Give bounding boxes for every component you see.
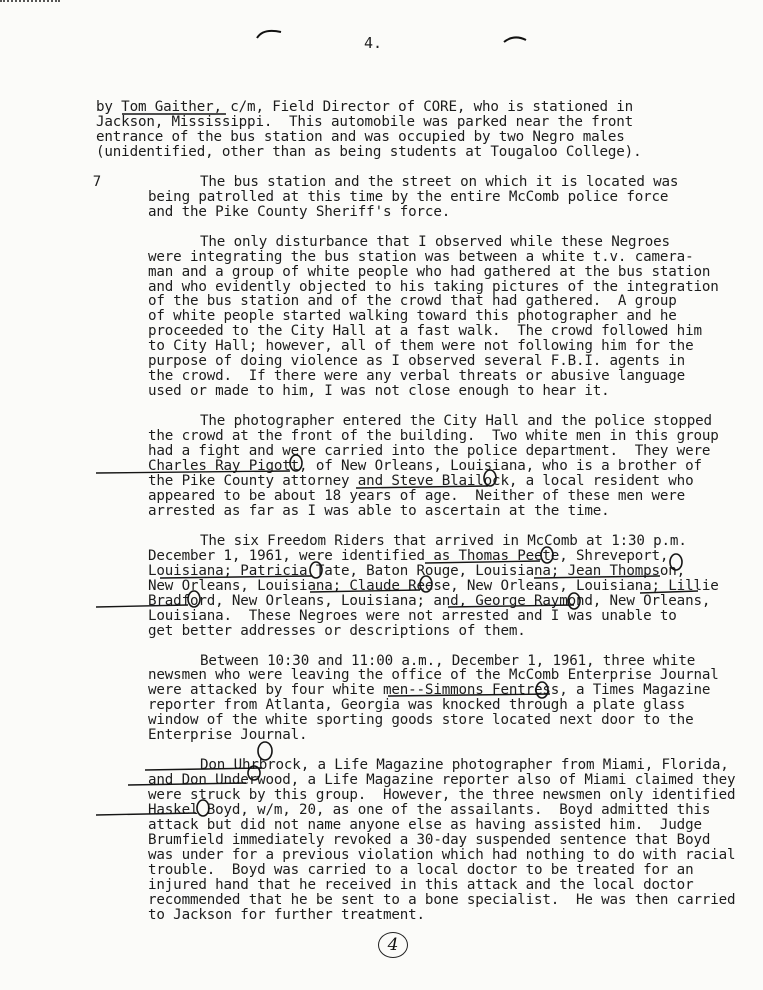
text-line: Brumfield immediately revoked a 30-day suspended sentence that Boyd [148,831,711,848]
text-line: to City Hall; however, all of them were not following him for the [148,338,694,355]
margin-note: 7 [92,173,101,190]
text-line: Louisiana; Patricia Tate, Baton Rouge, Louisiana; Jean Thompson, [148,562,686,579]
text-line: were attacked by four white men--Simmons Fentress, a Times Magazine [148,682,711,699]
text-line: were integrating the bus station was between a white t.v. camera- [148,248,694,265]
text-line: appeared to be about 18 years of age. Neither of these men were [148,487,686,504]
text-line: Jackson, Mississippi. This automobile was parked near the front [96,113,634,130]
text-line: Between 10:30 and 11:00 a.m., December 1, 1961, three white [200,652,696,669]
text-line: (unidentified, other than as being students at Tougaloo College). [96,143,642,160]
text-line: by Tom Gaither, c/m, Field Director of CORE, who is stationed in [96,99,634,115]
text-line: to Jackson for further treatment. [148,906,425,923]
text-line: being patrolled at this time by the entire McComb police force [148,188,669,205]
circled-page-number-stamp: 4 [378,932,408,958]
text-line: proceeded to the City Hall at a fast walk. The crowd followed him [148,323,702,340]
text-line: injured hand that he received in this attack and the local doctor [148,876,694,893]
text-line: of the bus station and of the crowd that had gathered. A group [148,293,677,310]
text-line: the crowd. If there were any verbal threats or abusive language [148,368,686,385]
text-line: newsmen who were leaving the office of the McComb Enterprise Journal [148,667,719,684]
text-line: Charles Ray Pigott, of New Orleans, Louisiana, who is a brother of [148,458,702,475]
text-line: get better addresses or descriptions of them. [148,622,526,639]
text-line: and the Pike County Sheriff's force. [148,203,451,220]
text-line: reporter from Atlanta, Georgia was knocked through a plate glass [148,697,686,714]
text-line: and Don Underwood, a Life Magazine reporter also of Miami claimed they [148,772,736,789]
text-line: used or made to him, I was not close enough to hear it. [148,383,610,400]
text-line: Louisiana. These Negroes were not arrested and I was unable to [148,607,677,624]
text-line: December 1, 1961, were identified as Thomas Peete, Shreveport, [148,547,669,564]
text-line: had a fight and were carried into the police department. They were [148,443,711,460]
text-line: The only disturbance that I observed while these Negroes [200,233,670,250]
text-line: window of the white sporting goods store located next door to the [148,712,694,729]
text-line: Haskel Boyd, w/m, 20, as one of the assailants. Boyd admitted this [148,802,711,819]
text-line: trouble. Boyd was carried to a local doctor to be treated for an [148,861,694,878]
text-line: were struck by this group. However, the three newsmen only identified [148,787,736,804]
text-line: the crowd at the front of the building. Two white men in this group [148,428,719,445]
text-line: arrested as far as I was able to ascertain at the time. [148,502,610,519]
text-line: man and a group of white people who had gathered at the bus station [148,263,711,280]
text-line: Enterprise Journal. [148,727,308,744]
text-line: The bus station and the street on which it is located was [200,173,679,190]
text-line: recommended that he be sent to a bone specialist. He was then carried [148,891,736,908]
text-line: The six Freedom Riders that arrived in McComb at 1:30 p.m. [200,532,687,549]
text-line: the Pike County attorney and Steve Blailock, a local resident who [148,472,694,489]
text-line: purpose of doing violence as I observed several F.B.I. agents in [148,353,686,370]
text-line: The photographer entered the City Hall and the police stopped [200,413,712,430]
text-line: attack but did not name anyone else as having assisted him. Judge [148,817,702,834]
page-number: 4. [364,34,383,52]
text-line: New Orleans, Louisiana; Claude Reese, New Orleans, Louisiana; Lillie [148,577,719,594]
text-line: was under for a previous violation which had nothing to do with racial [148,846,736,863]
text-line: entrance of the bus station and was occupied by two Negro males [96,128,625,145]
text-line: and who evidently objected to his taking pictures of the integration [148,278,719,295]
text-line: Don Uhrbrock, a Life Magazine photographer from Miami, Florida, [200,757,729,774]
text-line: of white people started walking toward this photographer and he [148,308,677,325]
text-line: Bradford, New Orleans, Louisiana; and, George Raymond, New Orleans, [148,592,711,609]
